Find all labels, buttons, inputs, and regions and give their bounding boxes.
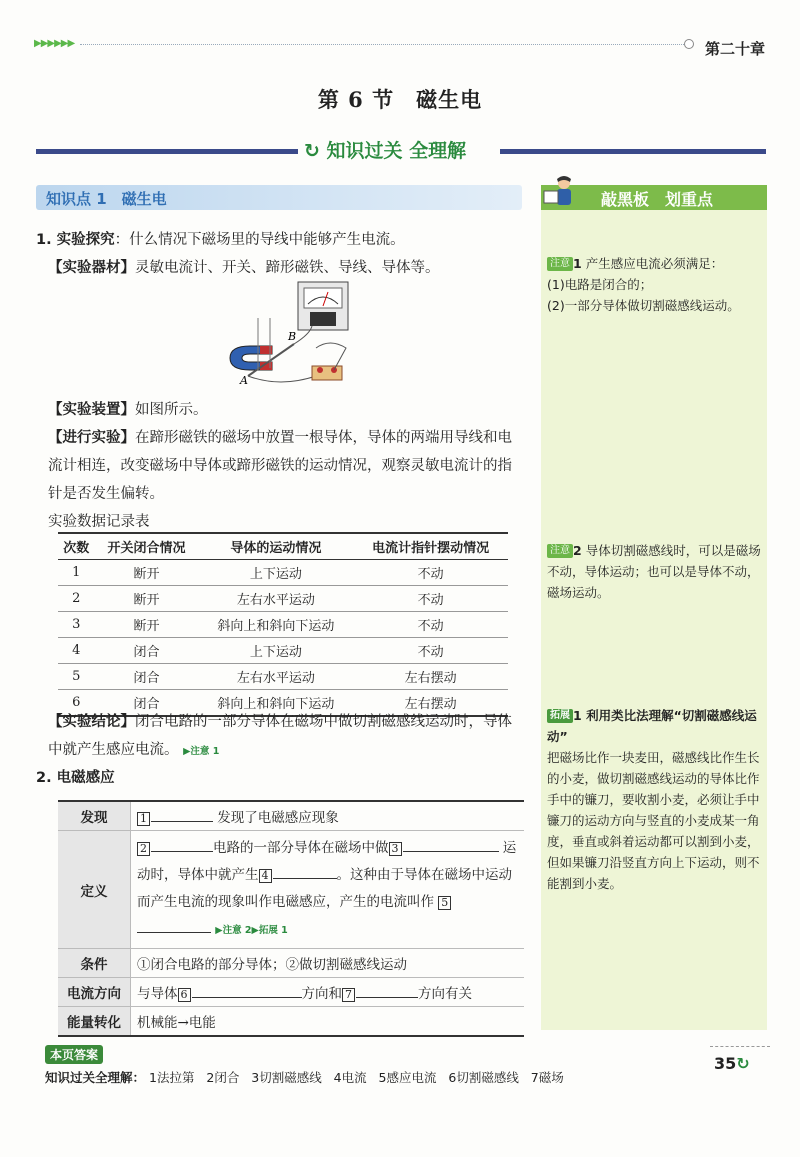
col-header: 导体的运动情况 bbox=[198, 533, 353, 560]
table-row: 5 闭合 左右水平运动 左右摆动 bbox=[58, 664, 508, 690]
extension-1: 拓展 1 利用类比法理解“切割磁感线运动” 把磁场比作一块麦田，磁感线比作生长的小麦，做切割磁感线运动的导体比作手中的镰刀，要收割小麦，必须让手中镰刀的运动方向与竖直的小麦成某一角度，垂直或斜着运动都可以割到小麦，但如果镰刀沿竖直方向上下运动，则不能割到小麦。 bbox=[547, 708, 760, 891]
answer-item: 3切割磁感线 bbox=[251, 1070, 322, 1085]
answer-item: 5感应电流 bbox=[378, 1070, 437, 1085]
label-b: B bbox=[288, 330, 297, 343]
note-ref: ▶注意 2▶拓展 1 bbox=[215, 925, 288, 936]
experiment-intro: 1. 实验探究：什么情况下磁场里的导线中能够产生电流。 【实验器材】灵敏电流计、开关、蹄形磁铁、导线、导体等。 bbox=[36, 232, 440, 276]
knowledge-point-label: 知识点 1 磁生电 bbox=[46, 190, 167, 208]
note-tag: 注意 bbox=[547, 544, 573, 558]
page-number: 35↻ bbox=[714, 1054, 750, 1073]
table-row: 3 断开 斜向上和斜向下运动 不动 bbox=[58, 612, 508, 638]
row-direction: 电流方向 与导体 6 方向和 7 方向有关 bbox=[58, 978, 524, 1007]
header-rule bbox=[80, 44, 688, 45]
page-rule bbox=[710, 1046, 770, 1047]
blank-3[interactable] bbox=[403, 851, 499, 852]
answer-item: 4电流 bbox=[333, 1070, 367, 1085]
blank-4[interactable] bbox=[273, 878, 337, 879]
blank-5[interactable] bbox=[137, 932, 211, 933]
swirl-icon: ↻ bbox=[304, 140, 320, 162]
side-panel-header: 敲黑板 划重点 bbox=[541, 185, 767, 210]
note-1: 注意 1 产生感应电流必须满足： (1)电路是闭合的； (2)一部分导体做切割磁感线运动。 bbox=[547, 256, 740, 313]
apparatus-figure bbox=[220, 278, 350, 393]
answer-item: 7磁场 bbox=[530, 1070, 564, 1085]
answer-tag: 本页答案 bbox=[45, 1045, 103, 1064]
col-header: 电流计指针摆动情况 bbox=[353, 533, 508, 560]
table-caption: 实验数据记录表 bbox=[48, 514, 150, 530]
teacher-icon bbox=[540, 173, 580, 213]
table-row: 4 闭合 上下运动 不动 bbox=[58, 638, 508, 664]
note-ref: ▶注意 1 bbox=[183, 746, 220, 757]
section-title: 第 6 节 磁生电 bbox=[317, 87, 483, 112]
chapter-label: 第二十章 bbox=[705, 40, 766, 58]
blank-7[interactable] bbox=[356, 997, 418, 998]
table-row: 1 断开 上下运动 不动 bbox=[58, 560, 508, 586]
extension-tag: 拓展 bbox=[547, 709, 573, 723]
section-2-heading: 2. 电磁感应 bbox=[36, 770, 115, 786]
blank-1[interactable] bbox=[151, 821, 213, 822]
band-right bbox=[500, 149, 766, 154]
blank-2[interactable] bbox=[151, 851, 213, 852]
answer-item: 1法拉第 bbox=[149, 1070, 195, 1085]
note-tag: 注意 bbox=[547, 257, 573, 271]
answer-item: 6切割磁感线 bbox=[448, 1070, 519, 1085]
band-title: ↻ 知识过关 全理解 bbox=[304, 140, 467, 162]
data-table bbox=[58, 532, 508, 717]
row-define: 定义 2 电路的一部分导体在磁场中做 3 运动时，导体中就产生 4 。这种由于导体在磁场中运动而产生电流的现象叫作电磁感应，产生的电流叫作 5 ▶注意 2▶拓展 1 bbox=[58, 831, 524, 949]
header-arrows: ▶▶▶▶▶▶ bbox=[34, 38, 75, 49]
band-left bbox=[36, 149, 298, 154]
header-dot bbox=[684, 39, 694, 49]
definition-table bbox=[58, 800, 524, 1037]
swirl-icon: ↻ bbox=[736, 1054, 750, 1073]
col-header: 开关闭合情况 bbox=[94, 533, 198, 560]
blank-6[interactable] bbox=[192, 997, 302, 998]
table-row: 2 断开 左右水平运动 不动 bbox=[58, 586, 508, 612]
note-2: 注意 2 导体切割磁感线时，可以是磁场不动，导体运动；也可以是导体不动，磁场运动。 bbox=[547, 543, 761, 600]
row-energy: 能量转化 机械能→电能 bbox=[58, 1007, 524, 1037]
col-header: 次数 bbox=[58, 533, 94, 560]
row-discover: 发现 1 发现了电磁感应现象 bbox=[58, 801, 524, 831]
answers-line: 知识过关全理解： 1法拉第 2闭合 3切割磁感线 4电流 5感应电流 6切割磁感线 7磁场 bbox=[45, 1070, 564, 1085]
experiment-procedure: 【实验装置】如图所示。 【进行实验】在蹄形磁铁的磁场中放置一根导体，导体的两端用导线和电流计相连，改变磁场中导体或蹄形磁铁的运动情况，观察灵敏电流计的指针是否发生偏转。 实验数据记录表 bbox=[36, 396, 526, 536]
answer-item: 2闭合 bbox=[206, 1070, 240, 1085]
experiment-conclusion: 【实验结论】闭合电路的一部分导体在磁场中做切割磁感线运动时，导体中就产生感应电流。 ▶注意 1 bbox=[48, 714, 512, 758]
table-row: 6 闭合 斜向上和斜向下运动 左右摆动 bbox=[58, 690, 508, 717]
side-panel bbox=[541, 210, 767, 1030]
label-a: A bbox=[240, 374, 248, 387]
row-condition: 条件 ①闭合电路的部分导体；②做切割磁感线运动 bbox=[58, 949, 524, 978]
